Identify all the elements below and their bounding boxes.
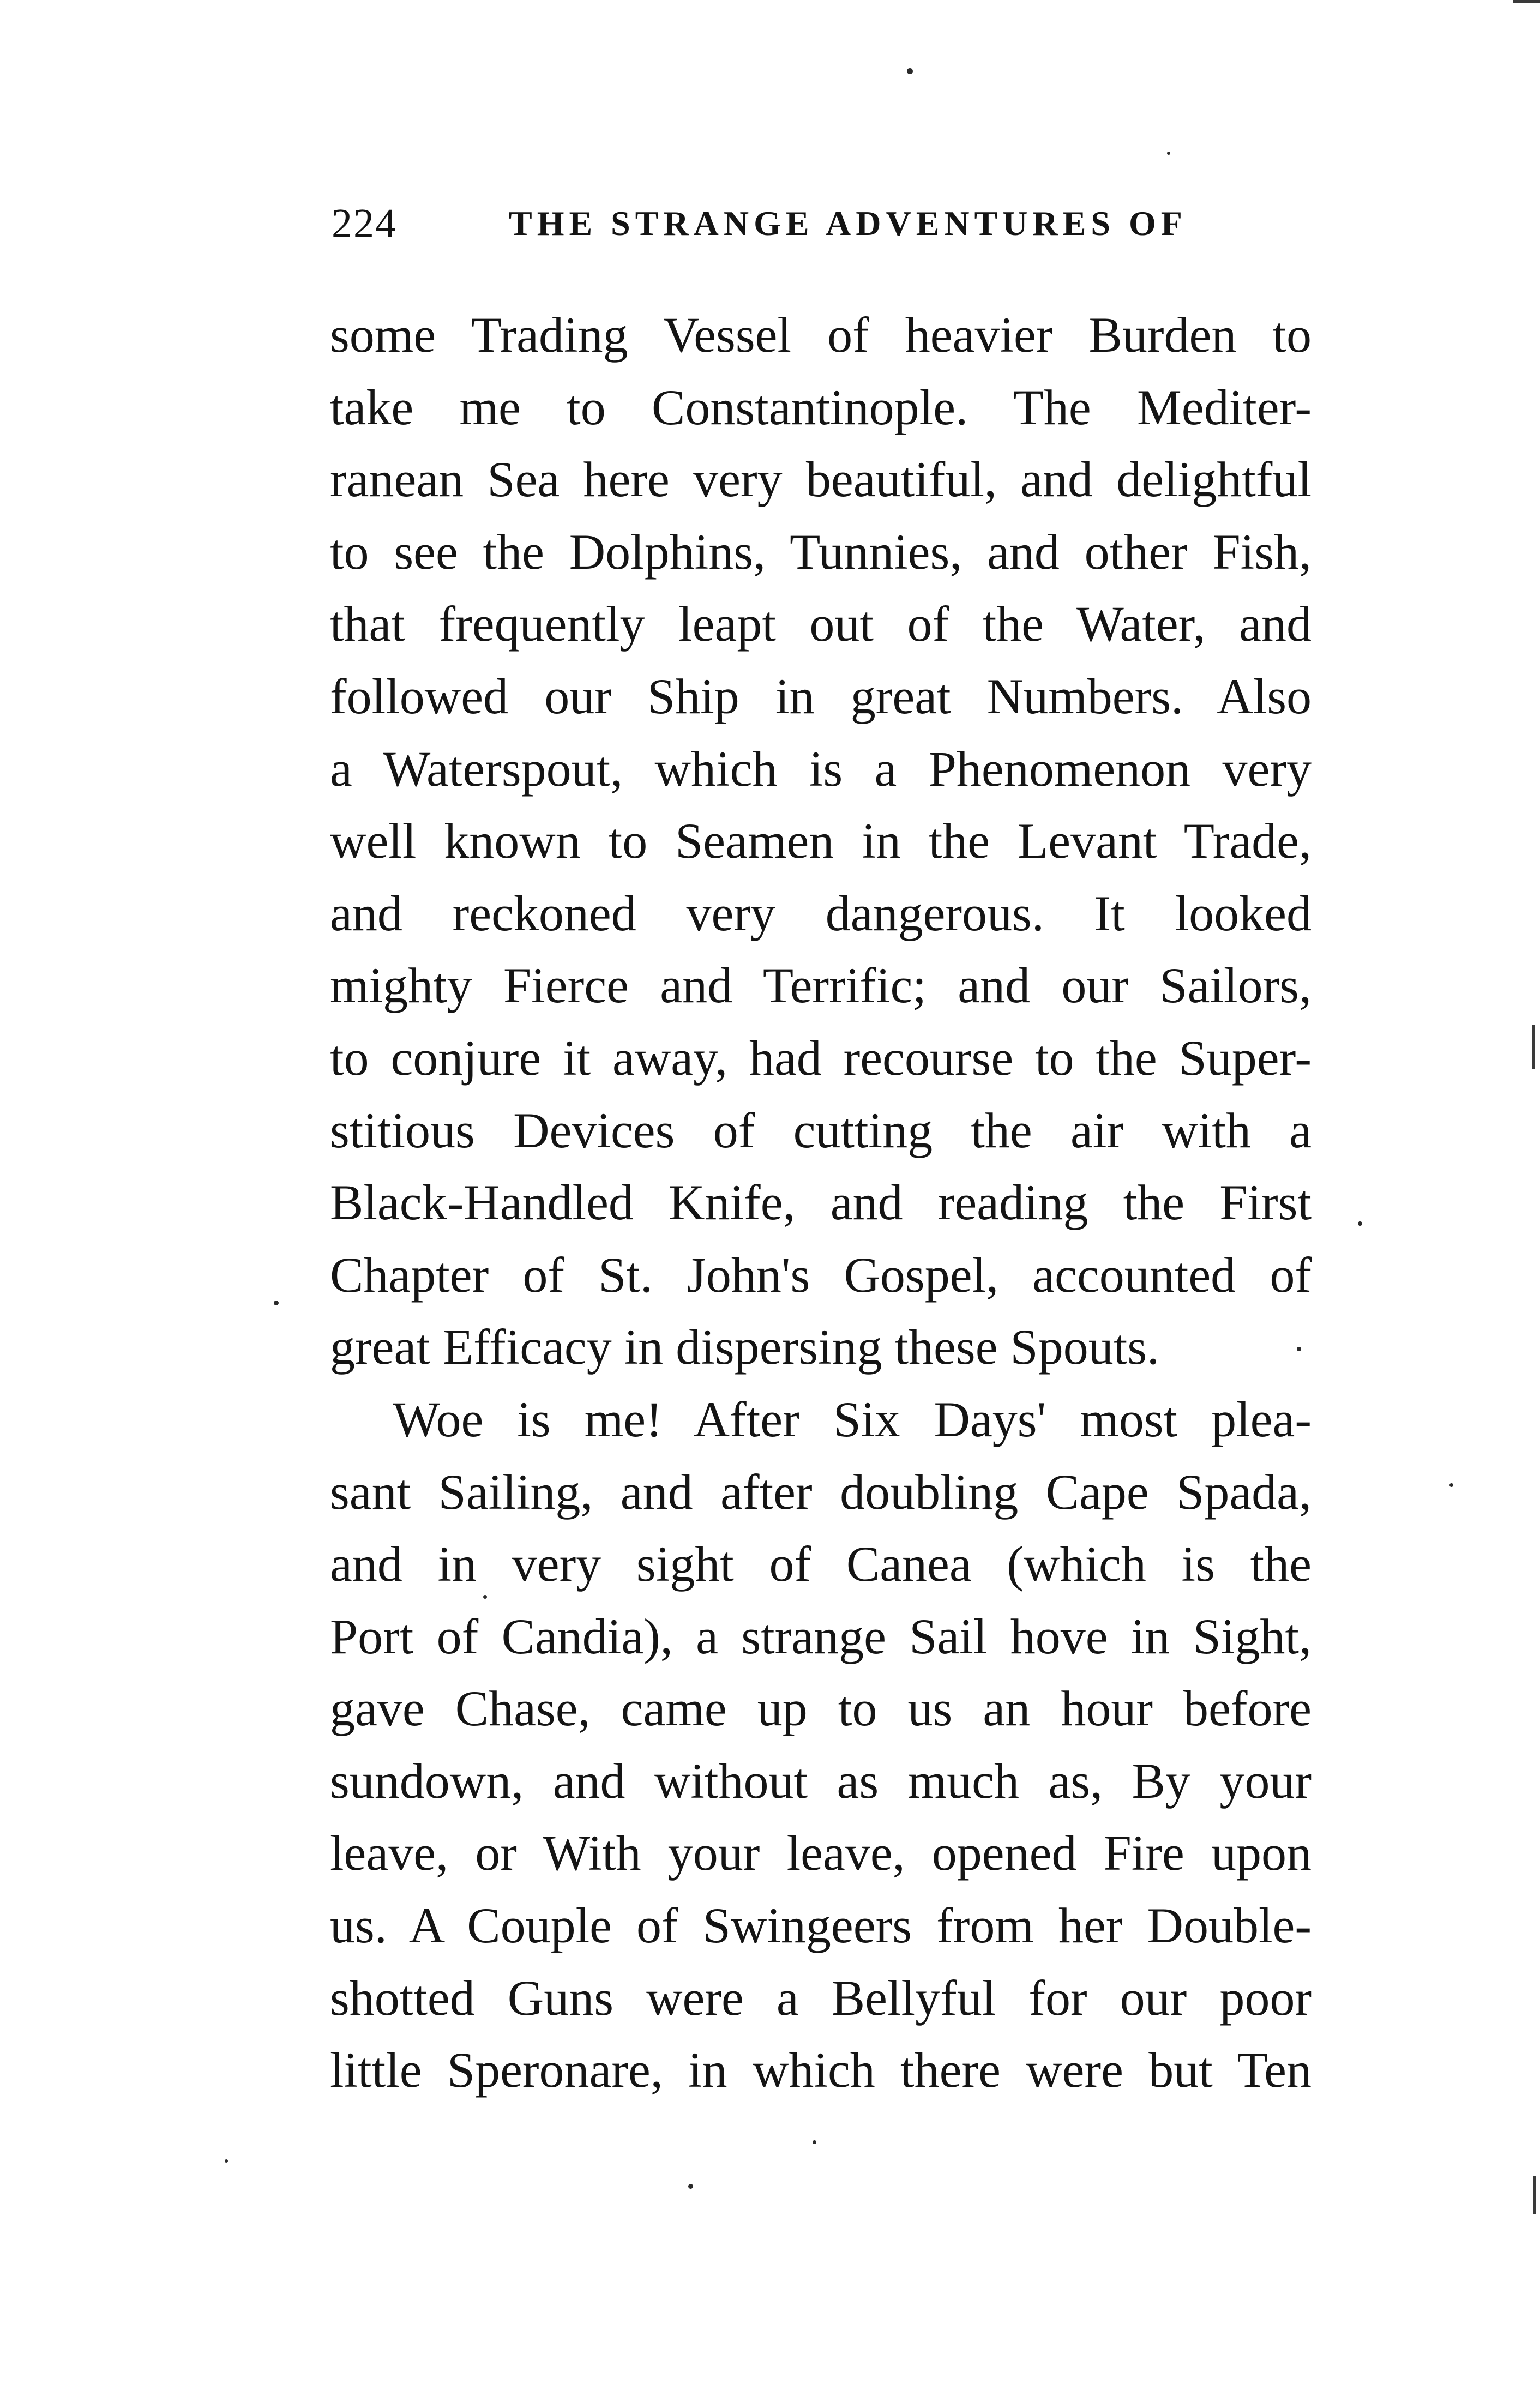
text-line: sant Sailing, and after doubling Cape Spada, <box>330 1464 1312 1520</box>
scan-speck <box>1358 1221 1362 1226</box>
scan-edge-mark <box>1532 1025 1535 1069</box>
text-line: mighty Fierce and Terrific; and our Sailors, <box>330 958 1312 1014</box>
text-line: us. A Couple of Swingeers from her Double- <box>330 1898 1312 1954</box>
scan-edge-mark <box>1513 0 1540 3</box>
text-line: gave Chase, came up to us an hour before <box>330 1681 1312 1737</box>
text-line: that frequently leapt out of the Water, and <box>330 596 1312 652</box>
text-line: well known to Seamen in the Levant Trade, <box>330 813 1312 869</box>
scan-speck <box>274 1301 279 1305</box>
paragraph-2 <box>330 1383 1312 2106</box>
text-line: take me to Constantinople. The Mediter- <box>330 379 1312 435</box>
scan-speck <box>1449 1483 1453 1487</box>
text-line: Port of Candia), a strange Sail hove in Sight, <box>330 1608 1312 1664</box>
scan-speck <box>1297 1347 1301 1351</box>
page-header <box>332 191 1313 256</box>
body-text <box>330 299 1312 2106</box>
text-line: to conjure it away, had recourse to the Super- <box>330 1030 1312 1086</box>
running-head: THE STRANGE ADVENTURES OF <box>509 204 1187 243</box>
scan-speck <box>1167 152 1170 155</box>
text-line: leave, or With your leave, opened Fire upon <box>330 1825 1312 1881</box>
text-line: little Speronare, in which there were but Ten <box>330 2042 1312 2098</box>
text-line: some Trading Vessel of heavier Burden to <box>330 307 1312 363</box>
text-line: and in very sight of Canea (which is the <box>330 1536 1312 1592</box>
text-line: Woe is me! After Six Days' most plea- <box>393 1391 1312 1447</box>
scan-speck <box>688 2184 693 2189</box>
text-line: a Waterspout, which is a Phenomenon very <box>330 741 1312 797</box>
paragraph-1 <box>330 299 1312 1383</box>
text-line: followed our Ship in great Numbers. Also <box>330 668 1312 724</box>
scan-speck <box>813 2140 816 2144</box>
text-line: and reckoned very dangerous. It looked <box>330 885 1312 941</box>
text-line: Black-Handled Knife, and reading the First <box>330 1175 1312 1231</box>
text-line: to see the Dolphins, Tunnies, and other Fish, <box>330 523 1312 580</box>
text-line: shotted Guns were a Bellyful for our poor <box>330 1970 1312 2026</box>
text-line: sundown, and without as much as, By your <box>330 1753 1312 1809</box>
text-line: ranean Sea here very beautiful, and delightful <box>330 451 1312 508</box>
scan-speck <box>483 1595 487 1599</box>
text-line: Chapter of St. John's Gospel, accounted of <box>330 1247 1312 1303</box>
text-line: stitious Devices of cutting the air with a <box>330 1102 1312 1158</box>
scan-speck <box>907 68 913 74</box>
page-number: 224 <box>332 201 397 246</box>
scan-speck <box>225 2159 228 2163</box>
scan-edge-mark <box>1533 2176 1536 2214</box>
text-line: great Efficacy in dispersing these Spouts. <box>330 1319 1160 1375</box>
